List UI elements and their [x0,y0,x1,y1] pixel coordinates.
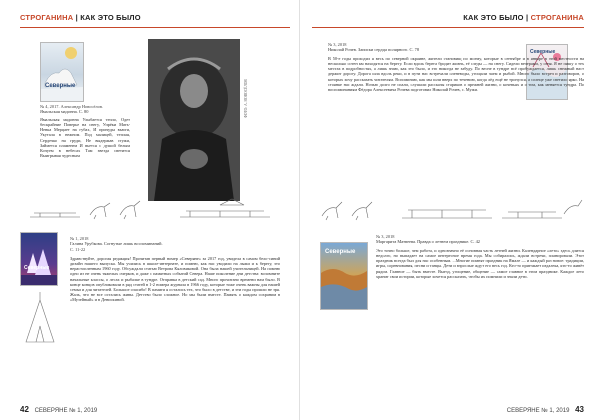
magazine-cover-1 [40,42,84,102]
header-section: СТРОГАНИНА [20,13,74,22]
article-text-4: Это точно больше, чем работа, и однозначно её основная часть летней жизни. Календарное «лето» здесь длится недолго, но выпадает на самое интересное время года. Мы собирались, ждали встречи, планировали. Этот праздник всегда был для нас особенным. ...Многие помнят праздник на Ямале — и каждый раз новое: традиции, игры, соревнования, песни и танцы. Дети и взрослые ждут его весь год. Кто-то приезжает издалека, кто-то живёт рядом. Главное — быть вместе. Выезд, угощение, общение — самое главное в этом празднике. Каждое лето хранит свои истории, которые хочется рассказать, чтобы их помнили и знали дети. [376,248,584,279]
left-footer [20,405,101,414]
reindeer-sled-sketch [20,195,290,225]
caption-2: № 1, 2018 Галина Урубкова. Согнутые лишь воспоминаний. С. 11-22 [70,236,163,252]
portrait-photo [148,39,240,201]
left-header: СТРОГАНИНА | КАК ЭТО БЫЛО [20,13,141,22]
cover-label: Северные [45,83,76,89]
tent-sketch [20,286,60,346]
photo-credit: ФОТО: А. НОВОСЁЛОВ [244,79,248,118]
poem-text: Ямальская мадонна Улыбается тепло, Одет бескрайние Поверье на снегу, Упрёки Мать-Ненка Мерцает на губах, И причуды вьюги, Укутала в нежном. Под малицей, теплая, Сердечко на груди, Не выдержав стужи, Займется пламенем И вьется с душой белым Кочуем в небесах Там звезда светится Выигрывая чудесным [40,117,130,159]
magazine-name: СЕВЕРЯНЕ № 1, 2019 [34,408,98,414]
magazine-name: СЕВЕРЯНЕ № 1, 2019 [506,408,570,414]
header-title: КАК ЭТО БЫЛО [80,13,141,22]
page-number: 42 [20,405,29,414]
header-section: СТРОГАНИНА [530,13,584,22]
header-rule [20,27,290,28]
article-text-3: В 50-е годы проходил я весь по северной окраине, жители становищ по моему, которые в сентябре и в январе в этой местности на несколько сотен км находятся на берегу. Если вдоль берега бродит жизнь, её следы — на снегу. Сидели вечерами, у огня. Я не пишу о тех местах в подробностях, а лишь знаю, как это было, и это никогда не забуду. По весне в тундре всё пробуждается, лишь снежный наст держит дорогу. Дорога шла вдоль реки, и в пути нас встречали оленеводы, угощали чаем и рыбой. Много было встреч и разговоров, о которых хочу рассказать читателям. Вспоминаю, как мы шли вверх по течению, когда лёд ещё не тронулся, а солнце уже светило ярко. На стоянке нас ждали. Ночью долго не спали, слушали рассказы стариков о прежней жизни, о кочевьях и о том, как меняется тундра. По воспоминаниям Фёдора Алексеевича Рочева подготовил Николай Рочев, с. Мужи. [328,56,584,92]
magazine-cover-3: Северные [526,44,568,100]
magazine-cover-2: Северные [20,232,58,286]
article-text-2: Здравствуйте, дорогая редакция! Прочитав первый номер «Северяне» за 2017 год, увидела в самом бело-синий дизайн нашего выпуска. Мы учились в школе-интернате, и помню, как нас уводили на лыжи и к берегу, это нерастопленным 1960 году. Обсуждали статью Ветрова Кяловиковой. Она была нашей учительницей. На помню одно из не очень тяжелых очерков, и даже с памятных событий Севера. Наше поколение дни детства: вспомните начальные классы, о лесах и рыбалке в тундре. Отправка в детский сад. Много прочитано времени нам было. В конце концов опубликовали в ряд статей в 1-2 номера журнала в 1966 году, которые тоже очень важны для нашей семьи и для читателей. Большое спасибо! В памяти я остались тех, что было в детстве, и эти годы прошли не зря. Жаль, что не все остались живы. Детство было сложное. Но мы были вместе. Память о каждом сохраним в «Музейный» и в Денискиной. [70,256,280,303]
caption-1: № 4, 2017. Александр Новосёлов. Ямальская мадонна. С. 80 [40,104,103,115]
sled-caravan-sketch [312,186,588,226]
magazine-cover-4: Северные [320,242,368,310]
header-rule [312,27,584,28]
caption-4: № 3, 2018 Маргарита Матвеева. Правда о летнем празднике. С. 42 [376,234,480,245]
right-header: КАК ЭТО БЫЛО | СТРОГАНИНА [463,13,584,22]
caption-3: № 3, 2018 Николай Рочев. Записки сердца полярного. С. 78 [328,42,420,53]
right-footer [503,405,584,414]
header-title: КАК ЭТО БЫЛО [463,13,524,22]
page-number: 43 [575,405,584,414]
right-page [300,0,600,420]
